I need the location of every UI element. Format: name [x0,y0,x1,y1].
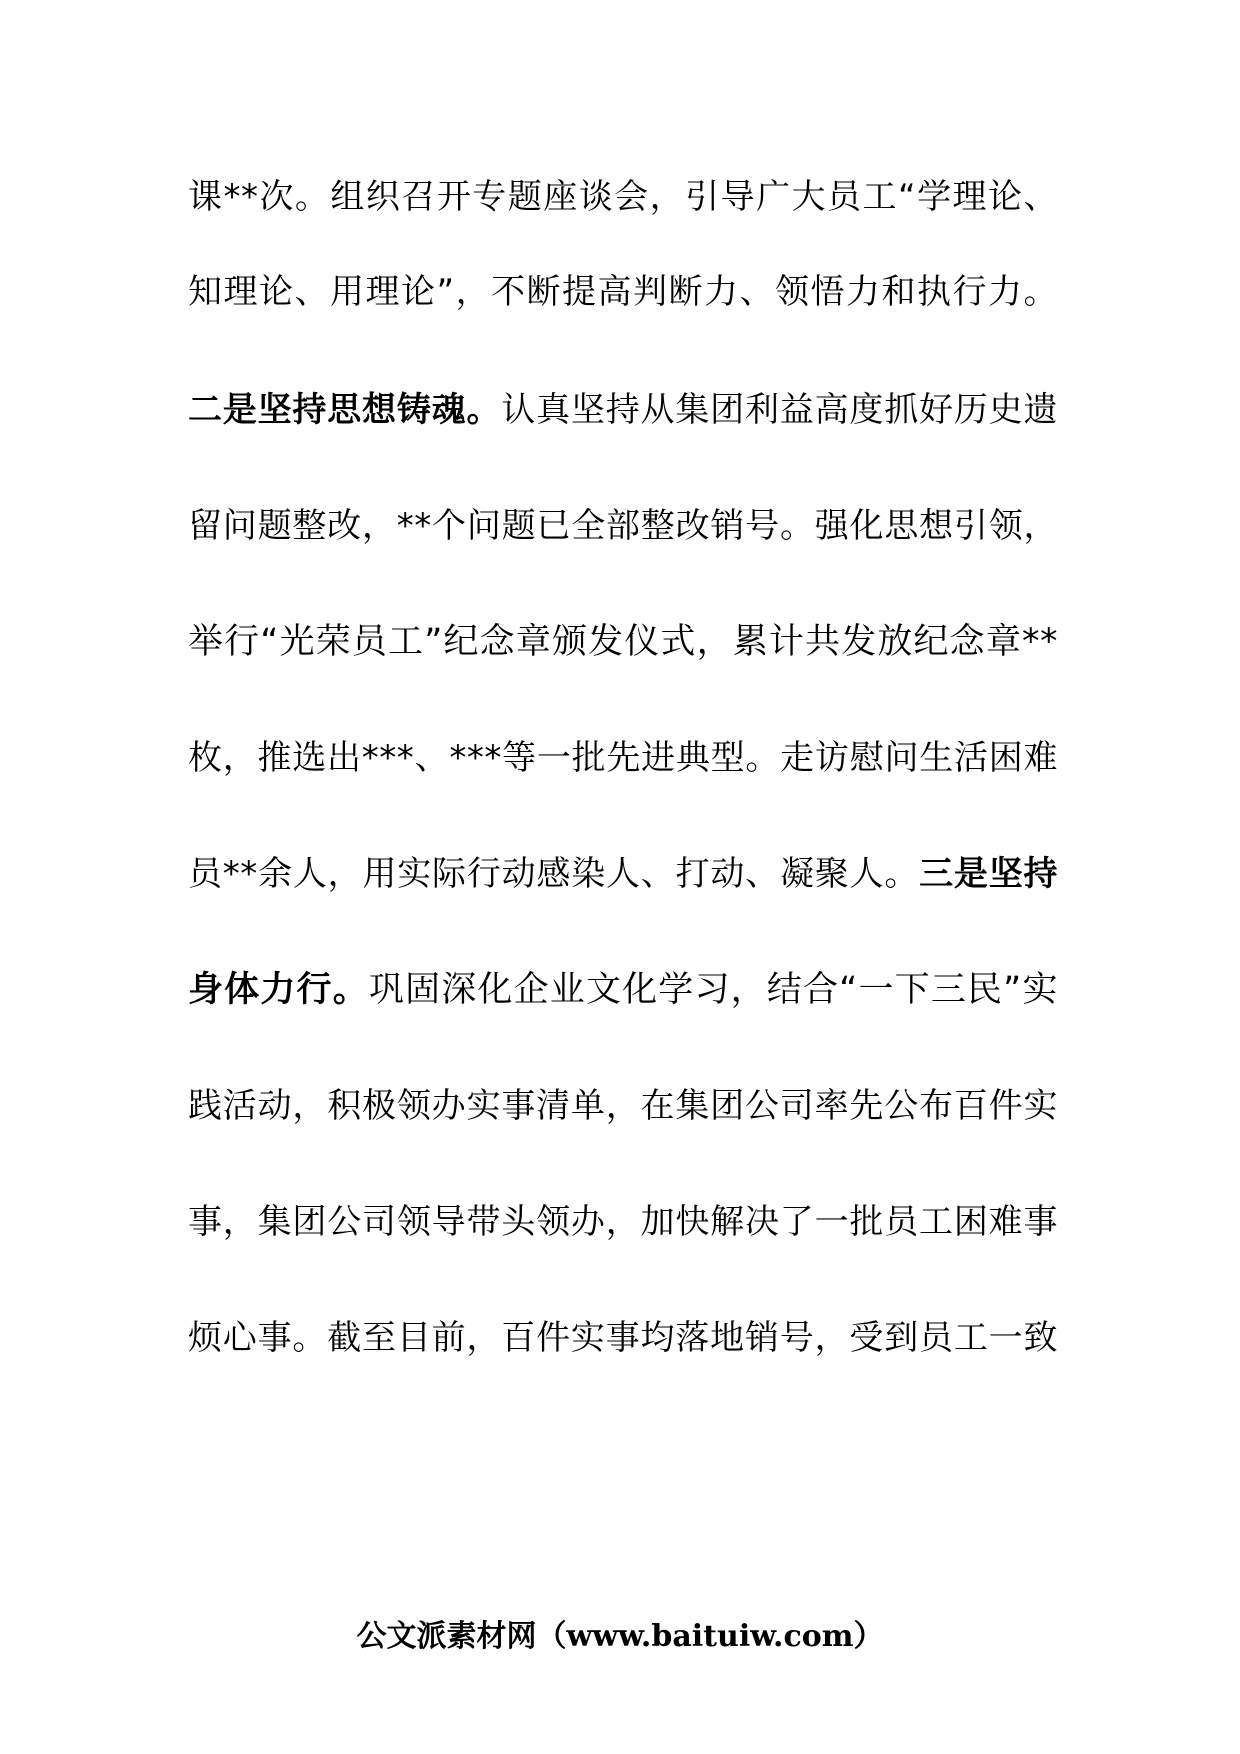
paragraph-line-6 [188,728,1058,788]
line-text: 巩固深化企业文化学习，结合“一下三民”实 [368,970,1058,1010]
paragraph-line-8 [188,960,1058,1020]
paragraph-line-2 [188,262,1058,322]
line-text: 课**次。组织召开专题座谈会，引导广大员工“学理论、 [188,177,1058,217]
section-heading-three-cont: 身体力行。 [188,970,369,1010]
line-text: 枚，推选出***、***等一批先进典型。走访慰问生活困难 [188,738,1058,778]
section-heading-three: 三是坚持 [919,854,1058,894]
footer-watermark: 公文派素材网（www.baituiw.com） [356,1619,884,1654]
line-text: 员**余人，用实际行动感染人、打动、凝聚人。 [188,854,920,894]
paragraph-line-4 [188,496,1058,556]
section-heading-two: 二是坚持思想铸魂。 [188,390,502,430]
paragraph-line-1 [188,167,1058,227]
paragraph-line-10 [188,1192,1058,1252]
line-text: 事，集团公司领导带头领办，加快解决了一批员工困难事 [188,1202,1058,1242]
line-text: 知理论、用理论”，不断提高判断力、领悟力和执行力。 [188,272,1058,312]
line-text: 践活动，积极领办实事清单，在集团公司率先公布百件实 [188,1086,1058,1126]
line-text: 烦心事。截至目前，百件实事均落地销号，受到员工一致 [188,1318,1058,1358]
paragraph-line-5 [188,612,1058,672]
paragraph-line-9 [188,1076,1058,1136]
paragraph-line-7 [188,844,1058,904]
paragraph-line-3 [188,380,1058,440]
line-text: 留问题整改，**个问题已全部整改销号。强化思想引领， [188,506,1058,546]
paragraph-line-11 [188,1308,1058,1368]
line-text: 认真坚持从集团利益高度抓好历史遗 [501,390,1058,430]
line-text: 举行“光荣员工”纪念章颁发仪式，累计共发放纪念章** [188,622,1058,662]
